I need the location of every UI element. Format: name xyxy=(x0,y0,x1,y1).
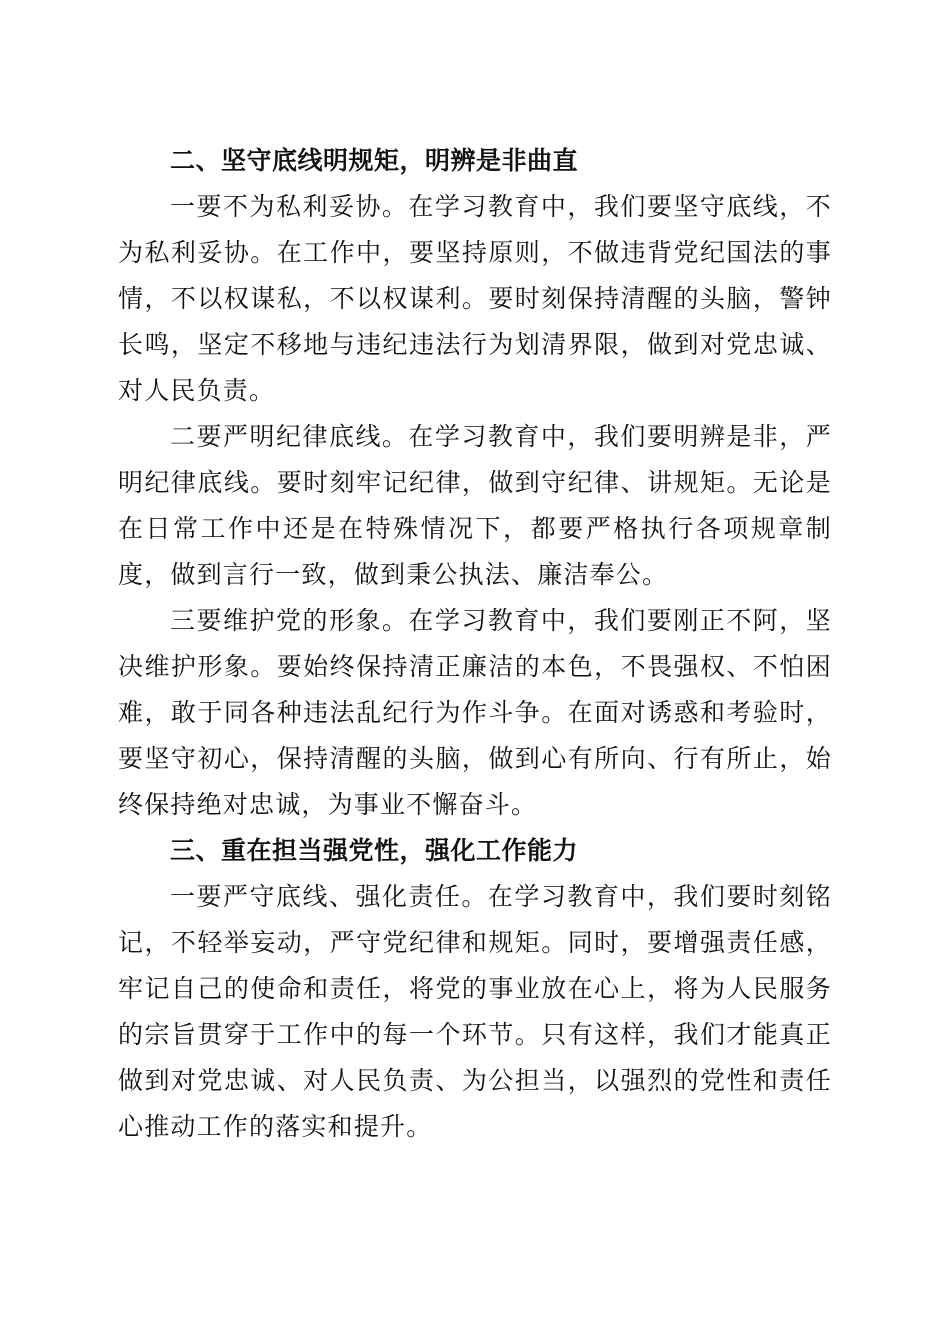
section-heading-3: 三、重在担当强党性，强化工作能力 xyxy=(170,836,579,865)
paragraph: 二要严明纪律底线。在学习教育中，我们要明辨是非，严明纪律底线。要时刻牢记纪律，做到守纪律、讲规矩。无论是在日常工作中还是在特殊情况下，都要严格执行各项规章制度，做到言行一致，做到秉公执法、廉洁奉公。 xyxy=(118,422,832,589)
paragraph: 三要维护党的形象。在学习教育中，我们要刚正不阿，坚决维护形象。要始终保持清正廉洁的本色，不畏强权、不怕困难，敢于同各种违法乱纪行为作斗争。在面对诱惑和考验时，要坚守初心，保持清醒的头脑，做到心有所向、行有所止，始终保持绝对忠诚，为事业不懈奋斗。 xyxy=(118,606,832,819)
paragraph: 一要不为私利妥协。在学习教育中，我们要坚守底线，不为私利妥协。在工作中，要坚持原则，不做违背党纪国法的事情，不以权谋私，不以权谋利。要时刻保持清醒的头脑，警钟长鸣，坚定不移地与违纪违法行为划清界限，做到对党忠诚、对人民负责。 xyxy=(118,192,832,405)
section-heading-2: 二、坚守底线明规矩，明辨是非曲直 xyxy=(170,146,579,175)
document-body xyxy=(118,138,832,1150)
paragraph: 一要严守底线、强化责任。在学习教育中，我们要时刻铭记，不轻举妄动，严守党纪律和规矩。同时，要增强责任感，牢记自己的使命和责任，将党的事业放在心上，将为人民服务的宗旨贯穿于工作中的每一个环节。只有这样，我们才能真正做到对党忠诚、对人民负责、为公担当，以强烈的党性和责任心推动工作的落实和提升。 xyxy=(118,882,832,1141)
